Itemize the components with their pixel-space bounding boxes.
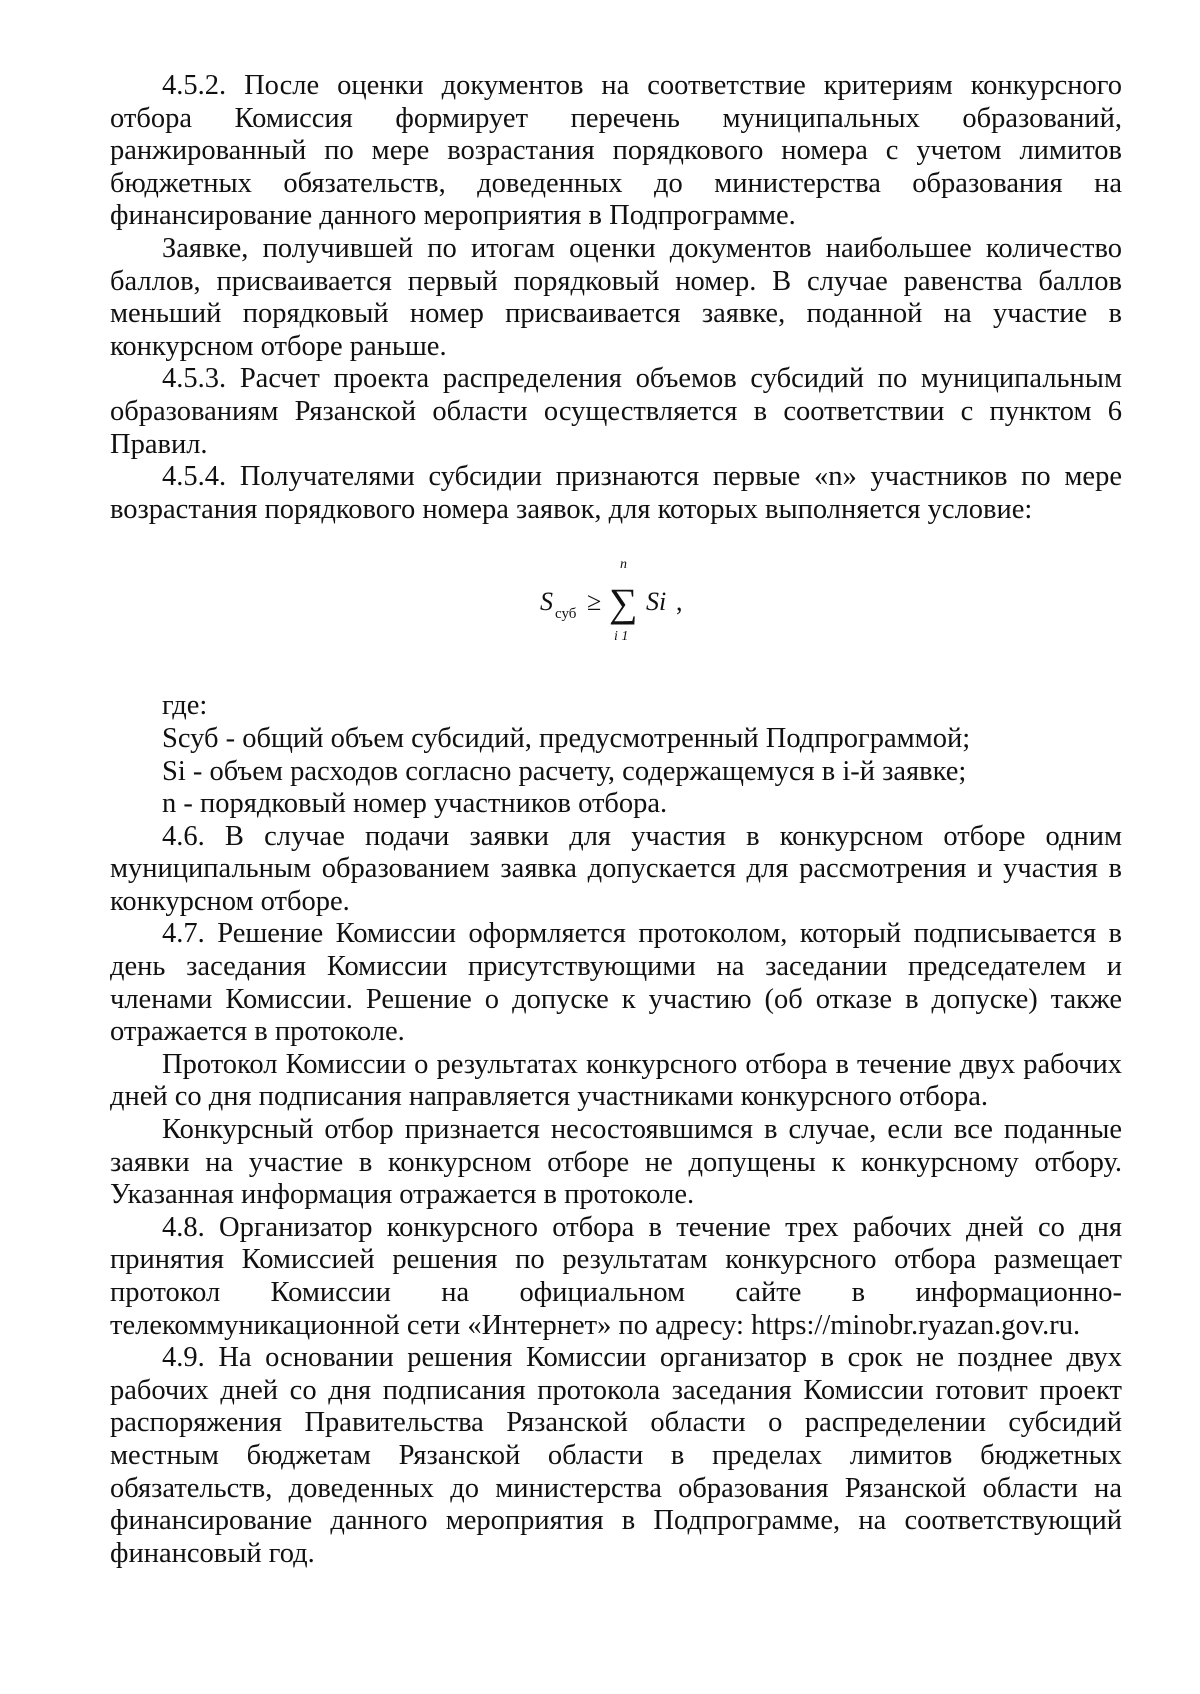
formula-lower-limit: i 1 [614, 629, 629, 645]
definition-n: n - порядковый номер участников отбора. [162, 788, 668, 820]
paragraph-4-6: 4.6. В случае подачи заявки для участия в конкурсном отборе одним муниципальным образованием заявка допускается для рассмотрения и участия в конкурсном отборе. [110, 820, 1122, 917]
formula-sum-symbol: ∑ [609, 580, 638, 626]
paragraph-protocol: Протокол Комиссии о результатах конкурсного отбора в течение двух рабочих дней со дня подписания направляется участниками конкурсного отбора. [110, 1048, 1122, 1113]
subsidy-formula [110, 536, 1122, 686]
formula-svg [540, 544, 700, 664]
formula-term: Si [646, 587, 667, 617]
formula-lhs-subscript: суб [555, 606, 577, 623]
definition-si: Si - объем расходов согласно расчету, содержащемуся в i-й заявке; [162, 755, 967, 787]
paragraph-4-7: 4.7. Решение Комиссии оформляется протоколом, который подписывается в день заседания Комиссии присутствующими на заседании председателем и членами Комиссии. Решение о допуске к участию (об отказе в допуске) также отражается в протоколе. [110, 918, 1122, 1048]
formula-operator: ≥ [587, 587, 602, 617]
formula-trailing-comma: , [676, 587, 683, 617]
document-page [110, 70, 1122, 1570]
formula-upper-limit: n [620, 557, 627, 573]
paragraph-failed-selection: Конкурсный отбор признается несостоявшимся в случае, если все поданные заявки на участие в конкурсном отборе не допущены к конкурсному отбору. Указанная информация отражается в протоколе. [110, 1114, 1122, 1211]
paragraph-4-5-2: 4.5.2. После оценки документов на соответствие критериям конкурсного отбора Комиссия формирует перечень муниципальных образований, ранжированный по мере возрастания порядкового номера с учетом лимитов бюджетных обязательств, доведенных до министерства образования на финансирование данного мероприятия в Подпрограмме. [110, 70, 1122, 232]
paragraph-ranking: Заявке, получившей по итогам оценки документов наибольшее количество баллов, присваивается первый порядковый номер. В случае равенства баллов меньший порядковый номер присваивается заявке, поданной на участие в конкурсном отборе раньше. [110, 232, 1122, 362]
formula-lhs: S [540, 587, 553, 617]
paragraph-4-9: 4.9. На основании решения Комиссии организатор в срок не позднее двух рабочих дней со дня подписания протокола заседания Комиссии готовит проект распоряжения Правительства Рязанской области о распределении субсидий местным бюджетам Рязанской области в пределах лимитов бюджетных обязательств, доведенных до министерства образования Рязанской области на финансирование данного мероприятия в Подпрограмме, на соответствующий финансовый год. [110, 1342, 1122, 1569]
paragraph-4-8: 4.8. Организатор конкурсного отбора в течение трех рабочих дней со дня принятия Комиссией решения по результатам конкурсного отбора размещает протокол Комиссии на официальном сайте в информационно-телекоммуникационной сети «Интернет» по адресу: https://minobr.ryazan.gov.ru. [110, 1211, 1122, 1341]
paragraph-4-5-4: 4.5.4. Получателями субсидии признаются первые «n» участников по мере возрастания порядкового номера заявок, для которых выполняется условие: [110, 461, 1122, 525]
definition-s-sub: Sсуб - общий объем субсидий, предусмотренный Подпрограммой; [162, 722, 971, 754]
paragraph-4-5-3: 4.5.3. Расчет проекта распределения объемов субсидий по муниципальным образованиям Рязанской области осуществляется в соответствии с пунктом 6 Правил. [110, 363, 1122, 460]
where-label: где: [162, 690, 208, 722]
